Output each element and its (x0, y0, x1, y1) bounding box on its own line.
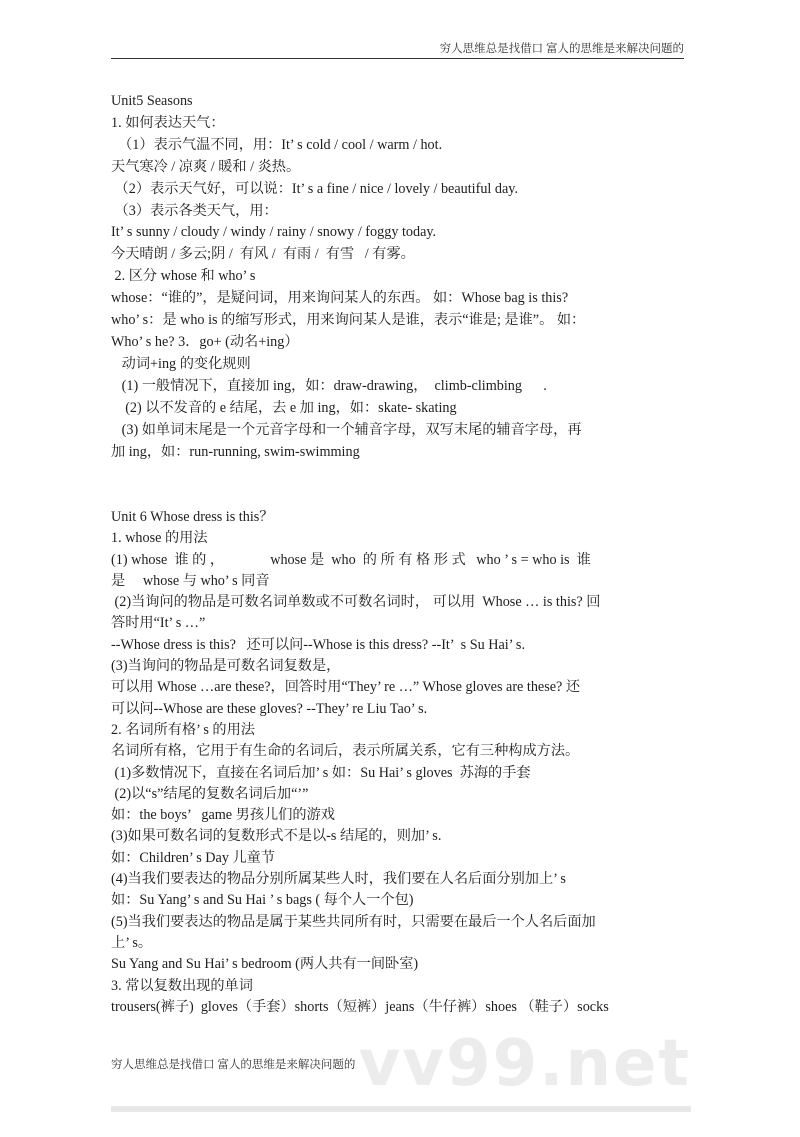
text-line: 天气寒冷 / 凉爽 / 暖和 / 炎热。 (111, 158, 301, 175)
text-line: 1. 如何表达天气： (111, 114, 225, 131)
text-line: (1) 一般情况下，直接加 ing，如：draw-drawing， climb-climbing . (111, 377, 547, 394)
text-line: 可以用 Whose …are these?，回答时用“They’ re …” Whose gloves are these? 还 (111, 679, 581, 696)
text-line: 答时用“It’ s …” (111, 615, 206, 632)
text-line: 3. 常以复数出现的单词 (111, 977, 253, 994)
page-edge (111, 1106, 691, 1112)
unit5-section (111, 91, 691, 463)
text-line: whose：“谁的”，是疑问词，用来询问某人的东西。 如：Whose bag is this? (111, 290, 569, 307)
footer-row (111, 1027, 691, 1102)
text-line: Unit5 Seasons (111, 93, 193, 109)
watermark: vv99.net (358, 1027, 691, 1102)
text-line: Who’ s he? 3．go+ (动名+ing） (111, 333, 299, 350)
text-line: （1）表示气温不同，用：It’ s cold / cool / warm / hot. (111, 136, 443, 153)
text-line: Unit 6 Whose dress is this？ (111, 509, 274, 525)
text-line: (3) 如单词末尾是一个元音字母和一个辅音字母，双写末尾的辅音字母，再 (111, 421, 582, 438)
text-line: 1. whose 的用法 (111, 530, 208, 547)
text-line: (2)当询问的物品是可数名词单数或不可数名词时， 可以用 Whose … is this? 回 (111, 594, 601, 611)
text-line: (1) whose 谁 的 ， whose 是 who 的 所 有 格 形 式 who ’ s = who is 谁 (111, 551, 591, 568)
text-line: It’ s sunny / cloudy / windy / rainy / snowy / foggy today. (111, 224, 437, 241)
text-line: (2)以“s”结尾的复数名词后加“’” (111, 785, 309, 802)
page-header: 穷人思维总是找借口 富人的思维是来解决问题的 (111, 42, 684, 59)
text-line: (1)多数情况下，直接在名词后加’ s 如：Su Hai’ s gloves 苏海的手套 (111, 764, 531, 781)
text-line: 可以问--Whose are these gloves? --They’ re Liu Tao’ s. (111, 700, 428, 717)
text-line: 上’ s。 (111, 934, 153, 951)
text-line: 2. 区分 whose 和 who’ s (111, 268, 256, 285)
text-line: (3)如果可数名词的复数形式不是以-s 结尾的，则加’ s. (111, 828, 442, 845)
text-line: 动词+ing 的变化规则 (111, 355, 251, 372)
page-footer: 穷人思维总是找借口 富人的思维是来解决问题的 (111, 1059, 356, 1072)
text-line: 如：Su Yang’ s and Su Hai ’ s bags ( 每个人一个包) (111, 892, 414, 909)
text-line: 是 whose 与 who’ s 同音 (111, 572, 270, 589)
text-line: (2) 以不发音的 e 结尾，去 e 加 ing，如：skate- skating (111, 399, 457, 416)
unit6-section (111, 507, 691, 1018)
text-line: who’ s：是 who is 的缩写形式，用来询问某人是谁，表示“谁是; 是谁”。 如： (111, 312, 586, 329)
text-line: trousers(裤子) gloves（手套）shorts（短裤）jeans（牛仔裤）shoes （鞋子）socks (111, 998, 609, 1015)
text-line: (3)当询问的物品是可数名词复数是， (111, 658, 341, 675)
text-line: 如：the boys’ game 男孩儿们的游戏 (111, 807, 335, 824)
text-line: 2. 名词所有格’ s 的用法 (111, 721, 255, 738)
text-line: (4)当我们要表达的物品分别所属某些人时，我们要在人名后面分别加上’ s (111, 871, 566, 888)
text-line: 名词所有格，它用于有生命的名词后，表示所属关系，它有三种构成方法。 (111, 743, 580, 760)
text-line: 加 ing，如：run-running, swim-swimming (111, 443, 360, 460)
text-line: 今天晴朗 / 多云;阴 / 有风 / 有雨 / 有雪 / 有雾。 (111, 246, 415, 263)
lower-content (111, 507, 691, 1112)
text-line: （2）表示天气好，可以说：It’ s a fine / nice / lovely / beautiful day. (111, 180, 519, 197)
text-line: --Whose dress is this? 还可以问--Whose is this dress? --It’ s Su Hai’ s. (111, 636, 525, 653)
text-line: （3）表示各类天气，用： (111, 202, 278, 219)
text-line: 如：Children’ s Day 儿童节 (111, 849, 276, 866)
text-line: Su Yang and Su Hai’ s bedroom (两人共有一间卧室) (111, 956, 419, 973)
text-line: (5)当我们要表达的物品是属于某些共同所有时，只需要在最后一个人名后面加 (111, 913, 596, 930)
